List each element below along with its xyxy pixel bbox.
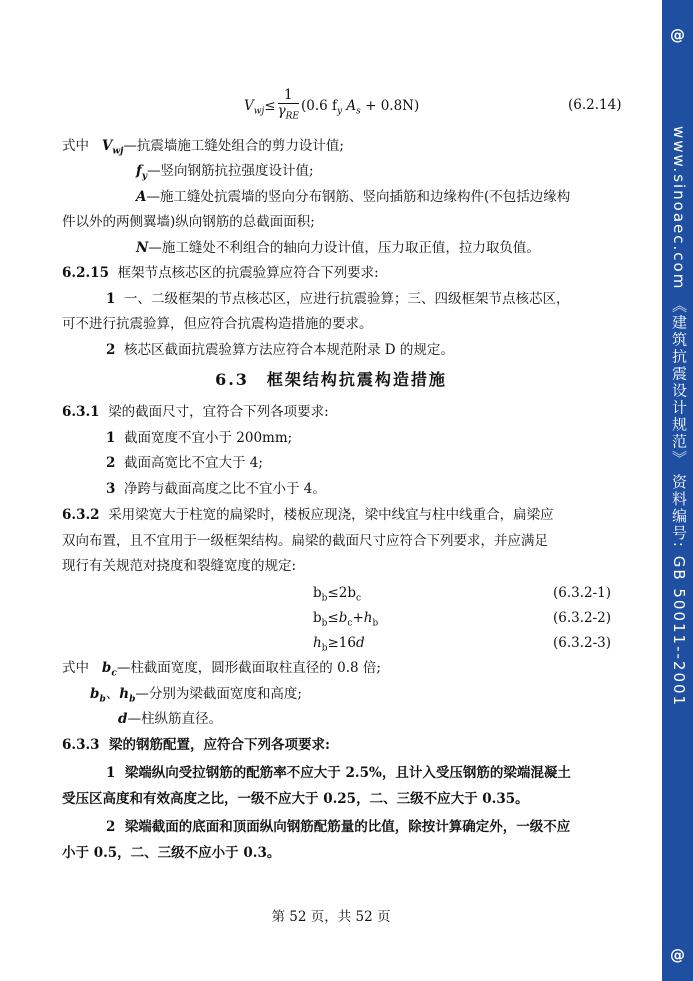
clause-6-2-15-item-2: 2 核芯区截面抗震验算方法应符合本规范附录 D 的规定。 bbox=[106, 342, 454, 358]
page-footer: 第 52 页，共 52 页 bbox=[271, 909, 391, 925]
side-banner bbox=[662, 0, 693, 981]
where-d: d—柱纵筋直径。 bbox=[118, 711, 222, 727]
clause-6-3-3-item-1: 1 梁端纵向受拉钢筋的配筋率不应大于 2.5%，且计入受压钢筋的梁端混凝土 bbox=[106, 765, 571, 781]
clause-6-3-2-cont-2: 现行有关规范对挠度和裂缝宽度的规定: bbox=[62, 558, 297, 574]
clause-6-3-2-cont-1: 双向布置，且不宜用于一级框架结构。扁梁的截面尺寸应符合下列要求，并应满足 bbox=[62, 533, 548, 549]
clause-6-2-15-item-1-cont: 可不进行抗震验算，但应符合抗震构造措施的要求。 bbox=[62, 316, 373, 332]
equation-number: (6.2.14) bbox=[568, 97, 622, 113]
where-v-wj: 式中 $V_{wj}—$抗震墙施工缝处组合的剪力设计值; bbox=[62, 138, 344, 157]
equation-6-3-2-1: $b_b\le 2b_c$ bbox=[313, 585, 362, 604]
where-fy: $f_y—$竖向钢筋抗拉强度设计值; bbox=[136, 163, 314, 182]
equation-6-2-14: $V_{wj}\le$ $\frac{1}{\gamma_{RE}}$ (0.6 $f_y$ $A_s + 0.8N$) bbox=[244, 88, 419, 129]
clause-6-3-1-item-1: 1 截面宽度不宜小于 200mm; bbox=[106, 430, 293, 446]
clause-6-3-3-item-2-cont: 小于 0.5，二、三级不应小于 0.3。 bbox=[62, 845, 281, 861]
at-symbol-top: @ bbox=[670, 26, 685, 44]
clause-6-3-3-item-2: 2 梁端截面的底面和顶面纵向钢筋配筋量的比值，除按计算确定外，一级不应 bbox=[106, 819, 571, 835]
equation-6-3-2-2: $b_b\le b_c+h_b$ bbox=[313, 610, 379, 629]
side-banner-text: www.sinoaec.com 《建筑抗震设计规范》 资料编号: GB 50011--2001 bbox=[670, 126, 688, 708]
clause-6-3-1: 6.3.1 梁的截面尺寸，宜符合下列各项要求: bbox=[62, 404, 329, 420]
equation-6-3-2-3: $h_b\ge 16d$ bbox=[313, 635, 365, 654]
clause-6-3-1-item-3: 3 净跨与截面高度之比不宜小于 4。 bbox=[106, 481, 326, 497]
clause-6-2-15: 6.2.15 框架节点核芯区的抗震验算应符合下列要求: bbox=[62, 265, 379, 281]
where-a: A—施工缝处抗震墙的竖向分布钢筋、竖向插筋和边缘构件(不包括边缘构 bbox=[136, 189, 571, 205]
equation-number: (6.3.2-1) bbox=[553, 585, 612, 601]
clause-6-3-3-item-1-cont: 受压区高度和有效高度之比，一级不应大于 0.25，二、三级不应大于 0.35。 bbox=[62, 791, 529, 807]
section-title: 6.3 框架结构抗震构造措施 bbox=[215, 370, 447, 389]
fraction: $\frac{1}{\gamma_{RE}}$ bbox=[277, 87, 299, 122]
where-a-cont: 件以外的两侧翼墙)纵向钢筋的总截面面积; bbox=[62, 214, 315, 230]
clause-6-2-15-item-1: 1 一、二级框架的节点核芯区，应进行抗震验算；三、四级框架节点核芯区， bbox=[106, 291, 570, 307]
clause-6-3-3: 6.3.3 梁的钢筋配置，应符合下列各项要求: bbox=[62, 737, 330, 753]
where-n: N—施工缝处不利组合的轴向力设计值，压力取正值，拉力取负值。 bbox=[136, 240, 540, 256]
equation-number: (6.3.2-2) bbox=[553, 610, 612, 626]
equation-number: (6.3.2-3) bbox=[553, 635, 612, 651]
clause-6-3-1-item-2: 2 截面高宽比不宜大于 4; bbox=[106, 455, 263, 471]
clause-6-3-2: 6.3.2 采用梁宽大于柱宽的扁梁时，楼板应现浇，梁中线宜与柱中线重合，扁梁应 bbox=[62, 507, 554, 523]
at-symbol-bottom: @ bbox=[670, 946, 685, 964]
where-bc: 式中 $b_c—$柱截面宽度，圆形截面取柱直径的 0.8 倍; bbox=[62, 660, 381, 679]
where-bb-hb: $b_b$、$h_b—$分别为梁截面宽度和高度; bbox=[90, 686, 302, 705]
